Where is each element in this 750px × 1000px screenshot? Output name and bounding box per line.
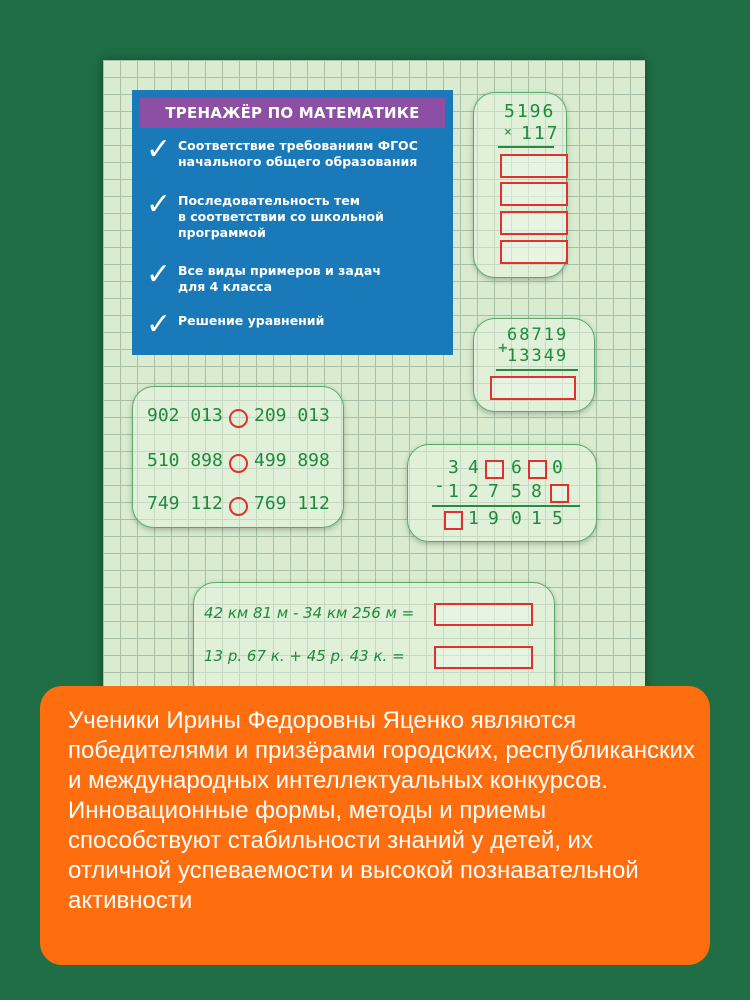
feature-item [146,132,418,170]
feature-text: Соответствие требованиям ФГОС [178,138,418,153]
digit-box[interactable] [550,484,569,503]
sum-line [498,146,554,148]
feature-text: в соответствии со школьной [178,209,384,224]
compare-left-number: 902 013 [147,405,223,426]
digit: 1 [468,508,479,529]
feature-text: Все виды примеров и задач [178,263,381,278]
feature-text: Решение уравнений [178,313,325,328]
compare-circle[interactable] [229,497,248,516]
addend-bottom: 13349 [507,346,569,366]
digit-box[interactable] [485,460,504,479]
info-banner [40,686,710,965]
minus-operator: - [434,475,445,496]
multiply-operator: × [504,125,512,140]
digit: 7 [488,481,499,502]
answer-box[interactable] [500,154,568,178]
feature-item [146,307,325,342]
feature-text: начального общего образования [178,154,418,169]
answer-box[interactable] [490,376,576,400]
answer-box[interactable] [434,646,533,669]
digit: 4 [468,457,479,478]
banner-text: Ученики Ирины Федоровны Яценко являются победителями и призёрами городских, республиканских и международных интеллектуальных конкурсов. Инновационные формы, методы и приемы способствуют стабильности знаний у детей, их отличной успеваемости и высокой познавательной активности [68,707,695,914]
compare-circle[interactable] [229,454,248,473]
multiplication-card [473,92,567,278]
plus-operator: + [498,338,508,357]
digit: 2 [468,481,479,502]
digit: 1 [448,481,459,502]
feature-text: для 4 класса [178,279,273,294]
compare-right-number: 499 898 [254,450,330,471]
addend-top: 68719 [507,325,569,345]
checkmark-icon: ✓ [146,187,172,222]
digit: 8 [531,481,542,502]
compare-circle[interactable] [229,409,248,428]
units-expression: 42 км 81 м - 34 км 256 м = [204,604,415,622]
digit: 6 [511,457,522,478]
digit-box[interactable] [528,460,547,479]
digit: 5 [552,508,563,529]
compare-left-number: 749 112 [147,493,223,514]
compare-right-number: 209 013 [254,405,330,426]
feature-text: Последовательность тем [178,193,360,208]
answer-box[interactable] [500,240,568,264]
digit: 0 [511,508,522,529]
checkmark-icon: ✓ [146,257,172,292]
answer-box[interactable] [500,182,568,206]
multiplier: 117 [521,123,560,144]
feature-text: программой [178,225,266,240]
feature-item [146,257,381,295]
feature-infobox [132,90,453,355]
digit-box[interactable] [444,511,463,530]
answer-box[interactable] [434,603,533,626]
difference-line [432,505,580,507]
digit: 3 [448,457,459,478]
units-expression: 13 р. 67 к. + 45 р. 43 к. = [204,647,405,665]
compare-right-number: 769 112 [254,493,330,514]
addition-card [473,318,595,412]
digit: 1 [531,508,542,529]
comparison-card [132,386,344,528]
multiplicand: 5196 [504,101,556,122]
feature-item [146,187,384,241]
infobox-title: ТРЕНАЖЁР ПО МАТЕМАТИКЕ [140,98,445,128]
compare-left-number: 510 898 [147,450,223,471]
subtraction-card [407,444,597,542]
checkmark-icon: ✓ [146,132,172,167]
digit: 9 [488,508,499,529]
digit: 5 [511,481,522,502]
sum-line [496,369,578,371]
answer-box[interactable] [500,211,568,235]
digit: 0 [552,457,563,478]
checkmark-icon: ✓ [146,307,172,342]
